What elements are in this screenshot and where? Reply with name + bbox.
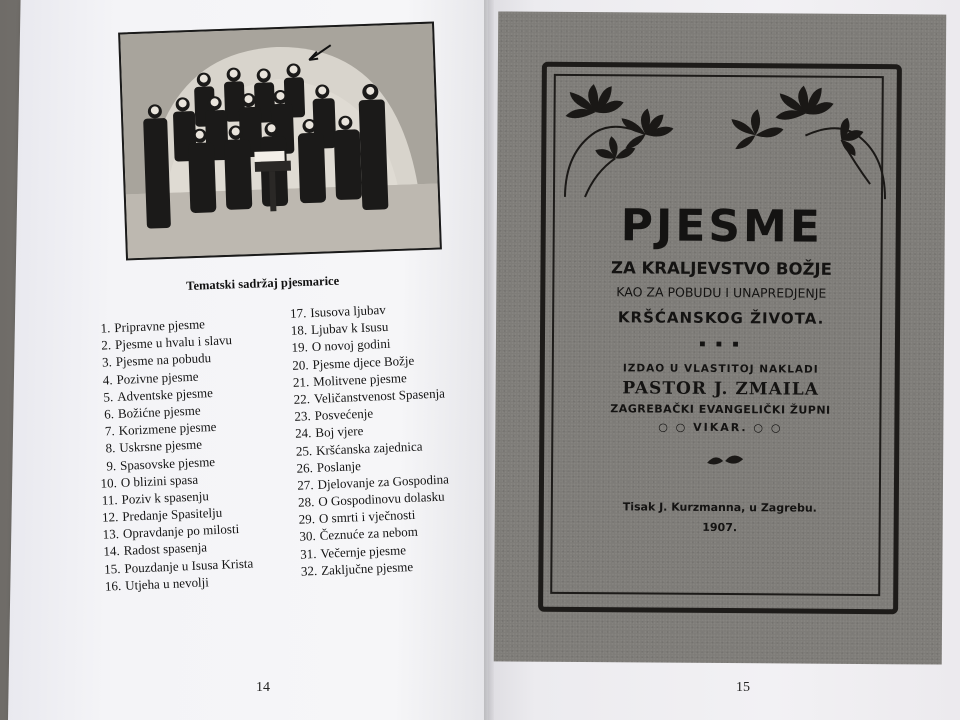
toc-item: 10. O blizini spasa [100, 471, 199, 491]
toc-item: 11. Poziv k spasenju [101, 488, 210, 508]
toc-item: 24. Boj vjere [294, 423, 364, 442]
cover-printer: Tisak J. Kurzmanna, u Zagrebu. [622, 500, 817, 515]
cover-divider-squares: ■ ■ ■ [699, 338, 743, 351]
cover-title: PJESME [620, 200, 824, 253]
toc-item: 26. Poslanje [296, 457, 362, 476]
page-number-left: 14 [256, 680, 270, 695]
toc-item: 15. Pouzdanje u Isusa Krista [103, 555, 254, 577]
toc-item: 9. Spasovske pjesme [106, 453, 216, 474]
group-photograph [118, 22, 442, 261]
cover-publisher-line: IZDAO U VLASTITOJ NAKLADI [622, 362, 819, 376]
toc-item: 32. Zaključne pjesme [300, 558, 414, 579]
toc-item: 1. Pripravne pjesme [100, 316, 206, 336]
toc-item: 3. Pjesme na pobudu [101, 350, 212, 370]
toc-item: 13. Opravdanje po milosti [102, 521, 240, 542]
floral-ornament-icon [555, 72, 896, 204]
toc-item: 25. Kršćanska zajednica [295, 437, 423, 459]
toc-column-left [92, 314, 254, 595]
toc-item: 2. Pjesme u hvalu i slavu [101, 332, 233, 353]
toc-item: 17. Isusova ljubav [289, 301, 387, 321]
toc-item: 12. Predanje Spasitelju [101, 504, 223, 525]
toc-item: 18. Ljubav k Isusu [290, 319, 389, 339]
leaf-ornament-icon [705, 451, 745, 473]
toc-item: 27. Djelovanje za Gospodina [296, 471, 450, 493]
toc-item: 21. Molitvene pjesme [292, 369, 407, 390]
cover-year: 1907. [702, 520, 738, 535]
cover-author: PASTOR J. ZMAILA [622, 378, 820, 400]
toc-item: 20. Pjesme djece Božje [291, 352, 415, 373]
cover-subtitle-line-3: KRŠĆANSKOG ŽIVOTA. [617, 308, 825, 328]
toc-item: 4. Pozivne pjesme [102, 368, 199, 388]
toc-item: 29. O smrti i vječnosti [298, 507, 416, 527]
page-number-right: 15 [736, 680, 750, 695]
toc-item: 19. O novoj godini [291, 336, 391, 356]
toc-item: 23. Posvećenje [294, 405, 374, 424]
cover-subtitle-line-1: ZA KRALJEVSTVO BOŽJE [611, 258, 832, 279]
toc-item: 16. Utjeha u nevolji [104, 574, 210, 594]
cover-author-role: ZAGREBAČKI EVANGELIČKI ŽUPNI [610, 402, 831, 417]
toc-item: 28. O Gospodinovu dolasku [297, 488, 445, 510]
toc-item: 8. Uskrsne pjesme [105, 436, 203, 456]
toc-item: 31. Večernje pjesme [299, 541, 407, 562]
toc-column-right [288, 299, 453, 580]
toc-item: 22. Veličanstvenost Spasenja [293, 385, 446, 407]
hymnal-cover-facsimile [494, 11, 947, 664]
group-photo-image [120, 24, 440, 259]
cover-author-title: ○ ○ VIKAR. ○ ○ [658, 420, 783, 435]
toc-item: 14. Radost spasenja [103, 539, 208, 560]
toc-item: 7. Korizmene pjesme [104, 419, 217, 439]
toc-item: 30. Čeznuće za nebom [299, 524, 419, 545]
toc-item: 6. Božićne pjesme [103, 402, 201, 422]
toc-title: Tematski sadržaj pjesmarice [186, 273, 340, 293]
book-gutter [484, 0, 494, 720]
cover-subtitle-line-2: KAO ZA POBUDU I UNAPREDJENJE [616, 284, 827, 301]
toc-item: 5. Adventske pjesme [103, 384, 214, 405]
